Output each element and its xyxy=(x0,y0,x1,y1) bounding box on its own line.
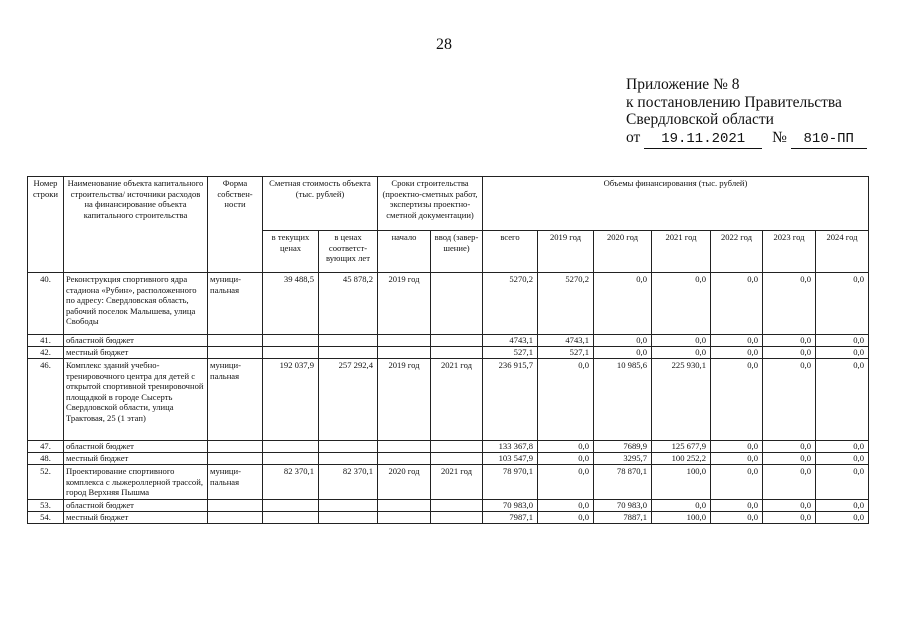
cell-2023: 0,0 xyxy=(763,359,816,441)
cell-terms-start: 2019 год xyxy=(378,273,431,335)
decree-number: 810-ПП xyxy=(791,131,867,150)
cell-object-name: Реконструкция спортивного ядра стадиона «Рубин», расположенного по адресу: Свердловская область, рабочий поселок Малышева, улица Свободы xyxy=(64,273,208,335)
header-terms: Сроки строительства (проектно-сметных работ, экспертизы проектно-сметной документации) xyxy=(378,177,483,231)
header-total: всего xyxy=(483,231,538,273)
cell-2021: 100 252,2 xyxy=(652,453,711,465)
cell-row-number: 46. xyxy=(28,359,64,441)
cell-terms-end xyxy=(431,499,483,511)
cell-2019: 0,0 xyxy=(538,441,594,453)
table-row xyxy=(28,441,869,453)
header-estimate-base: в ценах соответст-вующих лет xyxy=(319,231,378,273)
cell-row-number: 48. xyxy=(28,453,64,465)
cell-total: 4743,1 xyxy=(483,335,538,347)
cell-terms-start xyxy=(378,453,431,465)
cell-ownership: муници-пальная xyxy=(208,273,263,335)
cell-total: 7987,1 xyxy=(483,511,538,523)
funding-table xyxy=(27,176,869,524)
cell-row-number: 54. xyxy=(28,511,64,523)
annex-region: Свердловской области xyxy=(626,111,774,128)
cell-object-name: местный бюджет xyxy=(64,453,208,465)
header-funding: Объемы финансирования (тыс. рублей) xyxy=(483,177,869,231)
table-row xyxy=(28,359,869,441)
cell-2021: 100,0 xyxy=(652,511,711,523)
cell-2024: 0,0 xyxy=(816,359,869,441)
table-row xyxy=(28,273,869,335)
cell-estimate-base: 257 292,4 xyxy=(319,359,378,441)
cell-2022: 0,0 xyxy=(711,453,763,465)
cell-2023: 0,0 xyxy=(763,441,816,453)
cell-2022: 0,0 xyxy=(711,273,763,335)
cell-2024: 0,0 xyxy=(816,465,869,500)
header-row-number: Номер строки xyxy=(28,177,64,273)
cell-estimate-base: 45 878,2 xyxy=(319,273,378,335)
header-estimate: Сметная стоимость объекта (тыс. рублей) xyxy=(263,177,378,231)
cell-2020: 3295,7 xyxy=(594,453,652,465)
cell-terms-start: 2019 год xyxy=(378,359,431,441)
table-row xyxy=(28,465,869,500)
cell-2021: 225 930,1 xyxy=(652,359,711,441)
cell-2021: 0,0 xyxy=(652,335,711,347)
cell-terms-end xyxy=(431,511,483,523)
cell-2023: 0,0 xyxy=(763,335,816,347)
table-body xyxy=(28,273,869,524)
cell-terms-start xyxy=(378,499,431,511)
cell-2024: 0,0 xyxy=(816,335,869,347)
cell-object-name: местный бюджет xyxy=(64,347,208,359)
header-2020: 2020 год xyxy=(594,231,652,273)
cell-2019: 4743,1 xyxy=(538,335,594,347)
cell-2019: 5270,2 xyxy=(538,273,594,335)
funding-table-wrapper xyxy=(27,176,869,524)
cell-ownership: муници-пальная xyxy=(208,359,263,441)
cell-2022: 0,0 xyxy=(711,499,763,511)
cell-2020: 70 983,0 xyxy=(594,499,652,511)
cell-estimate-base xyxy=(319,499,378,511)
cell-2020: 7689,9 xyxy=(594,441,652,453)
annex-title: Приложение № 8 xyxy=(626,76,740,93)
cell-2023: 0,0 xyxy=(763,453,816,465)
cell-2023: 0,0 xyxy=(763,499,816,511)
annex-header xyxy=(626,76,867,149)
decree-date: 19.11.2021 xyxy=(644,131,762,150)
header-2021: 2021 год xyxy=(652,231,711,273)
table-row xyxy=(28,347,869,359)
cell-ownership xyxy=(208,441,263,453)
cell-2022: 0,0 xyxy=(711,441,763,453)
cell-2024: 0,0 xyxy=(816,273,869,335)
cell-2019: 0,0 xyxy=(538,359,594,441)
cell-row-number: 41. xyxy=(28,335,64,347)
header-object-name: Наименование объекта капитального строительства/ источники расходов на финансирование объекта капитального строительства xyxy=(64,177,208,273)
header-ownership: Форма собствен-ности xyxy=(208,177,263,273)
header-2024: 2024 год xyxy=(816,231,869,273)
cell-2020: 0,0 xyxy=(594,273,652,335)
cell-object-name: областной бюджет xyxy=(64,335,208,347)
cell-2024: 0,0 xyxy=(816,499,869,511)
table-row xyxy=(28,335,869,347)
cell-2019: 527,1 xyxy=(538,347,594,359)
cell-terms-start: 2020 год xyxy=(378,465,431,500)
date-prefix: от xyxy=(626,128,641,146)
cell-row-number: 52. xyxy=(28,465,64,500)
cell-total: 5270,2 xyxy=(483,273,538,335)
cell-2022: 0,0 xyxy=(711,335,763,347)
annex-date-line xyxy=(626,129,867,150)
cell-2020: 7887,1 xyxy=(594,511,652,523)
cell-row-number: 42. xyxy=(28,347,64,359)
cell-2023: 0,0 xyxy=(763,511,816,523)
table-header-row xyxy=(28,177,869,231)
cell-total: 70 983,0 xyxy=(483,499,538,511)
annex-decree: к постановлению Правительства xyxy=(626,93,842,111)
cell-terms-start xyxy=(378,335,431,347)
cell-estimate-base xyxy=(319,335,378,347)
cell-2019: 0,0 xyxy=(538,511,594,523)
number-prefix: № xyxy=(772,128,787,146)
cell-terms-end: 2021 год xyxy=(431,359,483,441)
header-estimate-current: в текущих ценах xyxy=(263,231,319,273)
cell-terms-start xyxy=(378,511,431,523)
cell-total: 527,1 xyxy=(483,347,538,359)
cell-2021: 125 677,9 xyxy=(652,441,711,453)
cell-estimate-current xyxy=(263,441,319,453)
cell-2020: 10 985,6 xyxy=(594,359,652,441)
cell-estimate-current xyxy=(263,499,319,511)
cell-estimate-base xyxy=(319,347,378,359)
cell-estimate-current: 39 488,5 xyxy=(263,273,319,335)
cell-2022: 0,0 xyxy=(711,511,763,523)
cell-2019: 0,0 xyxy=(538,453,594,465)
cell-object-name: местный бюджет xyxy=(64,511,208,523)
table-row xyxy=(28,511,869,523)
cell-total: 103 547,9 xyxy=(483,453,538,465)
page-number: 28 xyxy=(436,36,452,53)
cell-estimate-current xyxy=(263,335,319,347)
cell-2020: 0,0 xyxy=(594,335,652,347)
cell-row-number: 40. xyxy=(28,273,64,335)
cell-estimate-current xyxy=(263,453,319,465)
cell-ownership xyxy=(208,335,263,347)
table-row xyxy=(28,453,869,465)
cell-terms-end: 2021 год xyxy=(431,465,483,500)
cell-row-number: 53. xyxy=(28,499,64,511)
cell-terms-end xyxy=(431,273,483,335)
cell-2021: 0,0 xyxy=(652,273,711,335)
cell-2024: 0,0 xyxy=(816,511,869,523)
cell-object-name: областной бюджет xyxy=(64,441,208,453)
cell-object-name: областной бюджет xyxy=(64,499,208,511)
cell-estimate-base xyxy=(319,453,378,465)
cell-estimate-current: 192 037,9 xyxy=(263,359,319,441)
cell-2021: 0,0 xyxy=(652,499,711,511)
header-terms-end: ввод (завер-шение) xyxy=(431,231,483,273)
table-row xyxy=(28,499,869,511)
cell-2022: 0,0 xyxy=(711,347,763,359)
cell-estimate-current xyxy=(263,347,319,359)
cell-ownership xyxy=(208,347,263,359)
cell-2023: 0,0 xyxy=(763,465,816,500)
cell-terms-start xyxy=(378,441,431,453)
cell-estimate-current: 82 370,1 xyxy=(263,465,319,500)
cell-2019: 0,0 xyxy=(538,465,594,500)
header-terms-start: начало xyxy=(378,231,431,273)
cell-row-number: 47. xyxy=(28,441,64,453)
cell-2020: 0,0 xyxy=(594,347,652,359)
cell-terms-end xyxy=(431,441,483,453)
cell-total: 78 970,1 xyxy=(483,465,538,500)
cell-2024: 0,0 xyxy=(816,441,869,453)
cell-ownership xyxy=(208,453,263,465)
cell-2024: 0,0 xyxy=(816,453,869,465)
cell-terms-end xyxy=(431,347,483,359)
cell-2019: 0,0 xyxy=(538,499,594,511)
cell-2024: 0,0 xyxy=(816,347,869,359)
cell-ownership xyxy=(208,511,263,523)
cell-2023: 0,0 xyxy=(763,273,816,335)
cell-object-name: Комплекс зданий учебно-тренировочного центра для детей с открытой спортивной тренировочной площадкой в городе Сысерть Свердловской области, улица Трактовая, 25 (1 этап) xyxy=(64,359,208,441)
cell-terms-end xyxy=(431,335,483,347)
cell-estimate-current xyxy=(263,511,319,523)
cell-terms-start xyxy=(378,347,431,359)
cell-terms-end xyxy=(431,453,483,465)
cell-total: 133 367,8 xyxy=(483,441,538,453)
cell-2021: 100,0 xyxy=(652,465,711,500)
cell-object-name: Проектирование спортивного комплекса с лыжероллерной трассой, город Верхняя Пышма xyxy=(64,465,208,500)
cell-estimate-base: 82 370,1 xyxy=(319,465,378,500)
cell-total: 236 915,7 xyxy=(483,359,538,441)
header-2022: 2022 год xyxy=(711,231,763,273)
cell-ownership xyxy=(208,499,263,511)
cell-2020: 78 870,1 xyxy=(594,465,652,500)
cell-estimate-base xyxy=(319,511,378,523)
header-2023: 2023 год xyxy=(763,231,816,273)
cell-ownership: муници-пальная xyxy=(208,465,263,500)
cell-estimate-base xyxy=(319,441,378,453)
header-2019: 2019 год xyxy=(538,231,594,273)
cell-2022: 0,0 xyxy=(711,359,763,441)
cell-2023: 0,0 xyxy=(763,347,816,359)
cell-2021: 0,0 xyxy=(652,347,711,359)
cell-2022: 0,0 xyxy=(711,465,763,500)
